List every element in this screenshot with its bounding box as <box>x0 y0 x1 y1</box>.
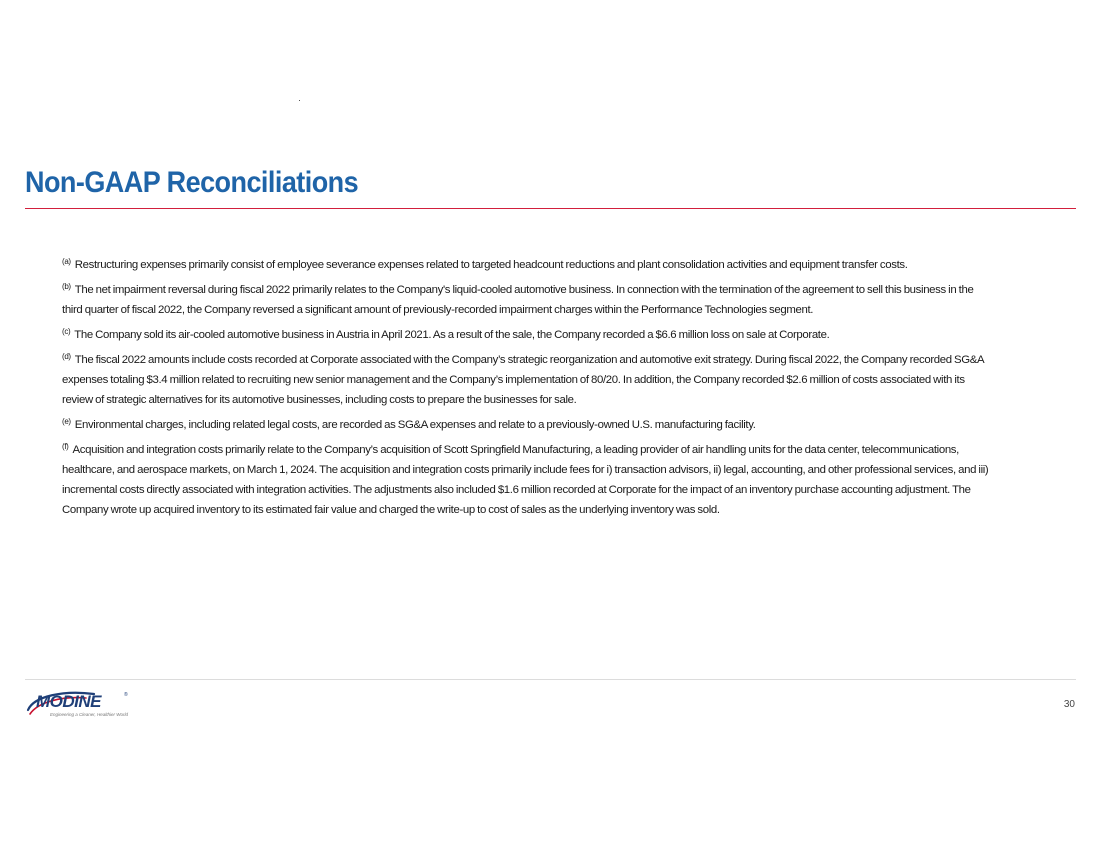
logo-trademark: ® <box>124 692 128 698</box>
footnote-marker: (a) <box>62 257 71 266</box>
footer-divider <box>25 679 1076 680</box>
logo-tagline: Engineering a Cleaner, Healthier World <box>50 712 129 717</box>
footnote-marker: (b) <box>62 282 71 291</box>
footnote-c <box>62 325 992 345</box>
footnote-a <box>62 255 992 275</box>
logo-wordmark: MODINE <box>36 692 101 711</box>
footnote-d <box>62 350 992 410</box>
page-title: Non-GAAP Reconciliations <box>25 166 359 199</box>
footnote-text: The fiscal 2022 amounts include costs recorded at Corporate associated with the Company’s strategic reorganization and automotive exit strategy. During fiscal 2022, the Company recorded SG&A expenses totaling $3.4 million related to recruiting new senior management and the Company’s implementation of 80/20. In addition, the Company recorded $2.6 million of costs associated with its review of strategic alternatives for its automotive businesses, including costs to prepare the businesses for sale. <box>62 354 984 406</box>
modine-logo <box>24 688 134 722</box>
footnote-text: Environmental charges, including related legal costs, are recorded as SG&A expenses and relate to a previously-owned U.S. manufacturing facility. <box>74 419 756 431</box>
footnote-text: Restructuring expenses primarily consist of employee severance expenses related to targeted headcount reductions and plant consolidation activities and equipment transfer costs. <box>74 259 908 271</box>
title-underline <box>25 208 1076 209</box>
stray-dot <box>299 100 300 101</box>
footnote-b <box>62 280 992 320</box>
page-number: 30 <box>1063 699 1075 710</box>
footnote-text: Acquisition and integration costs primarily relate to the Company’s acquisition of Scott Springfield Manufacturing, a leading provider of air handling units for the data center, telecommunications, healthcare, and aerospace markets, on March 1, 2024. The acquisition and integration costs primarily include fees for i) transaction advisors, ii) legal, accounting, and other professional services, and iii) incremental costs directly associated with integration activities. The adjustments also included $1.6 million recorded at Corporate for the impact of an inventory purchase accounting adjustment. The Company wrote up acquired inventory to its estimated fair value and charged the write-up to cost of sales as the underlying inventory was sold. <box>62 444 989 516</box>
footnote-marker: (e) <box>62 417 71 426</box>
footnote-marker: (f) <box>62 442 69 451</box>
footnotes <box>62 255 992 525</box>
footnote-marker: (d) <box>62 352 71 361</box>
footnote-text: The Company sold its air-cooled automotive business in Austria in April 2021. As a result of the sale, the Company recorded a $6.6 million loss on sale at Corporate. <box>74 329 830 341</box>
footnote-text: The net impairment reversal during fiscal 2022 primarily relates to the Company's liquid-cooled automotive business. In connection with the termination of the agreement to sell this business in the third quarter of fiscal 2022, the Company reversed a significant amount of previously-recorded impairment charges within the Performance Technologies segment. <box>62 284 974 316</box>
footnote-e <box>62 415 992 435</box>
footnote-marker: (c) <box>62 327 71 336</box>
footnote-f <box>62 440 992 520</box>
